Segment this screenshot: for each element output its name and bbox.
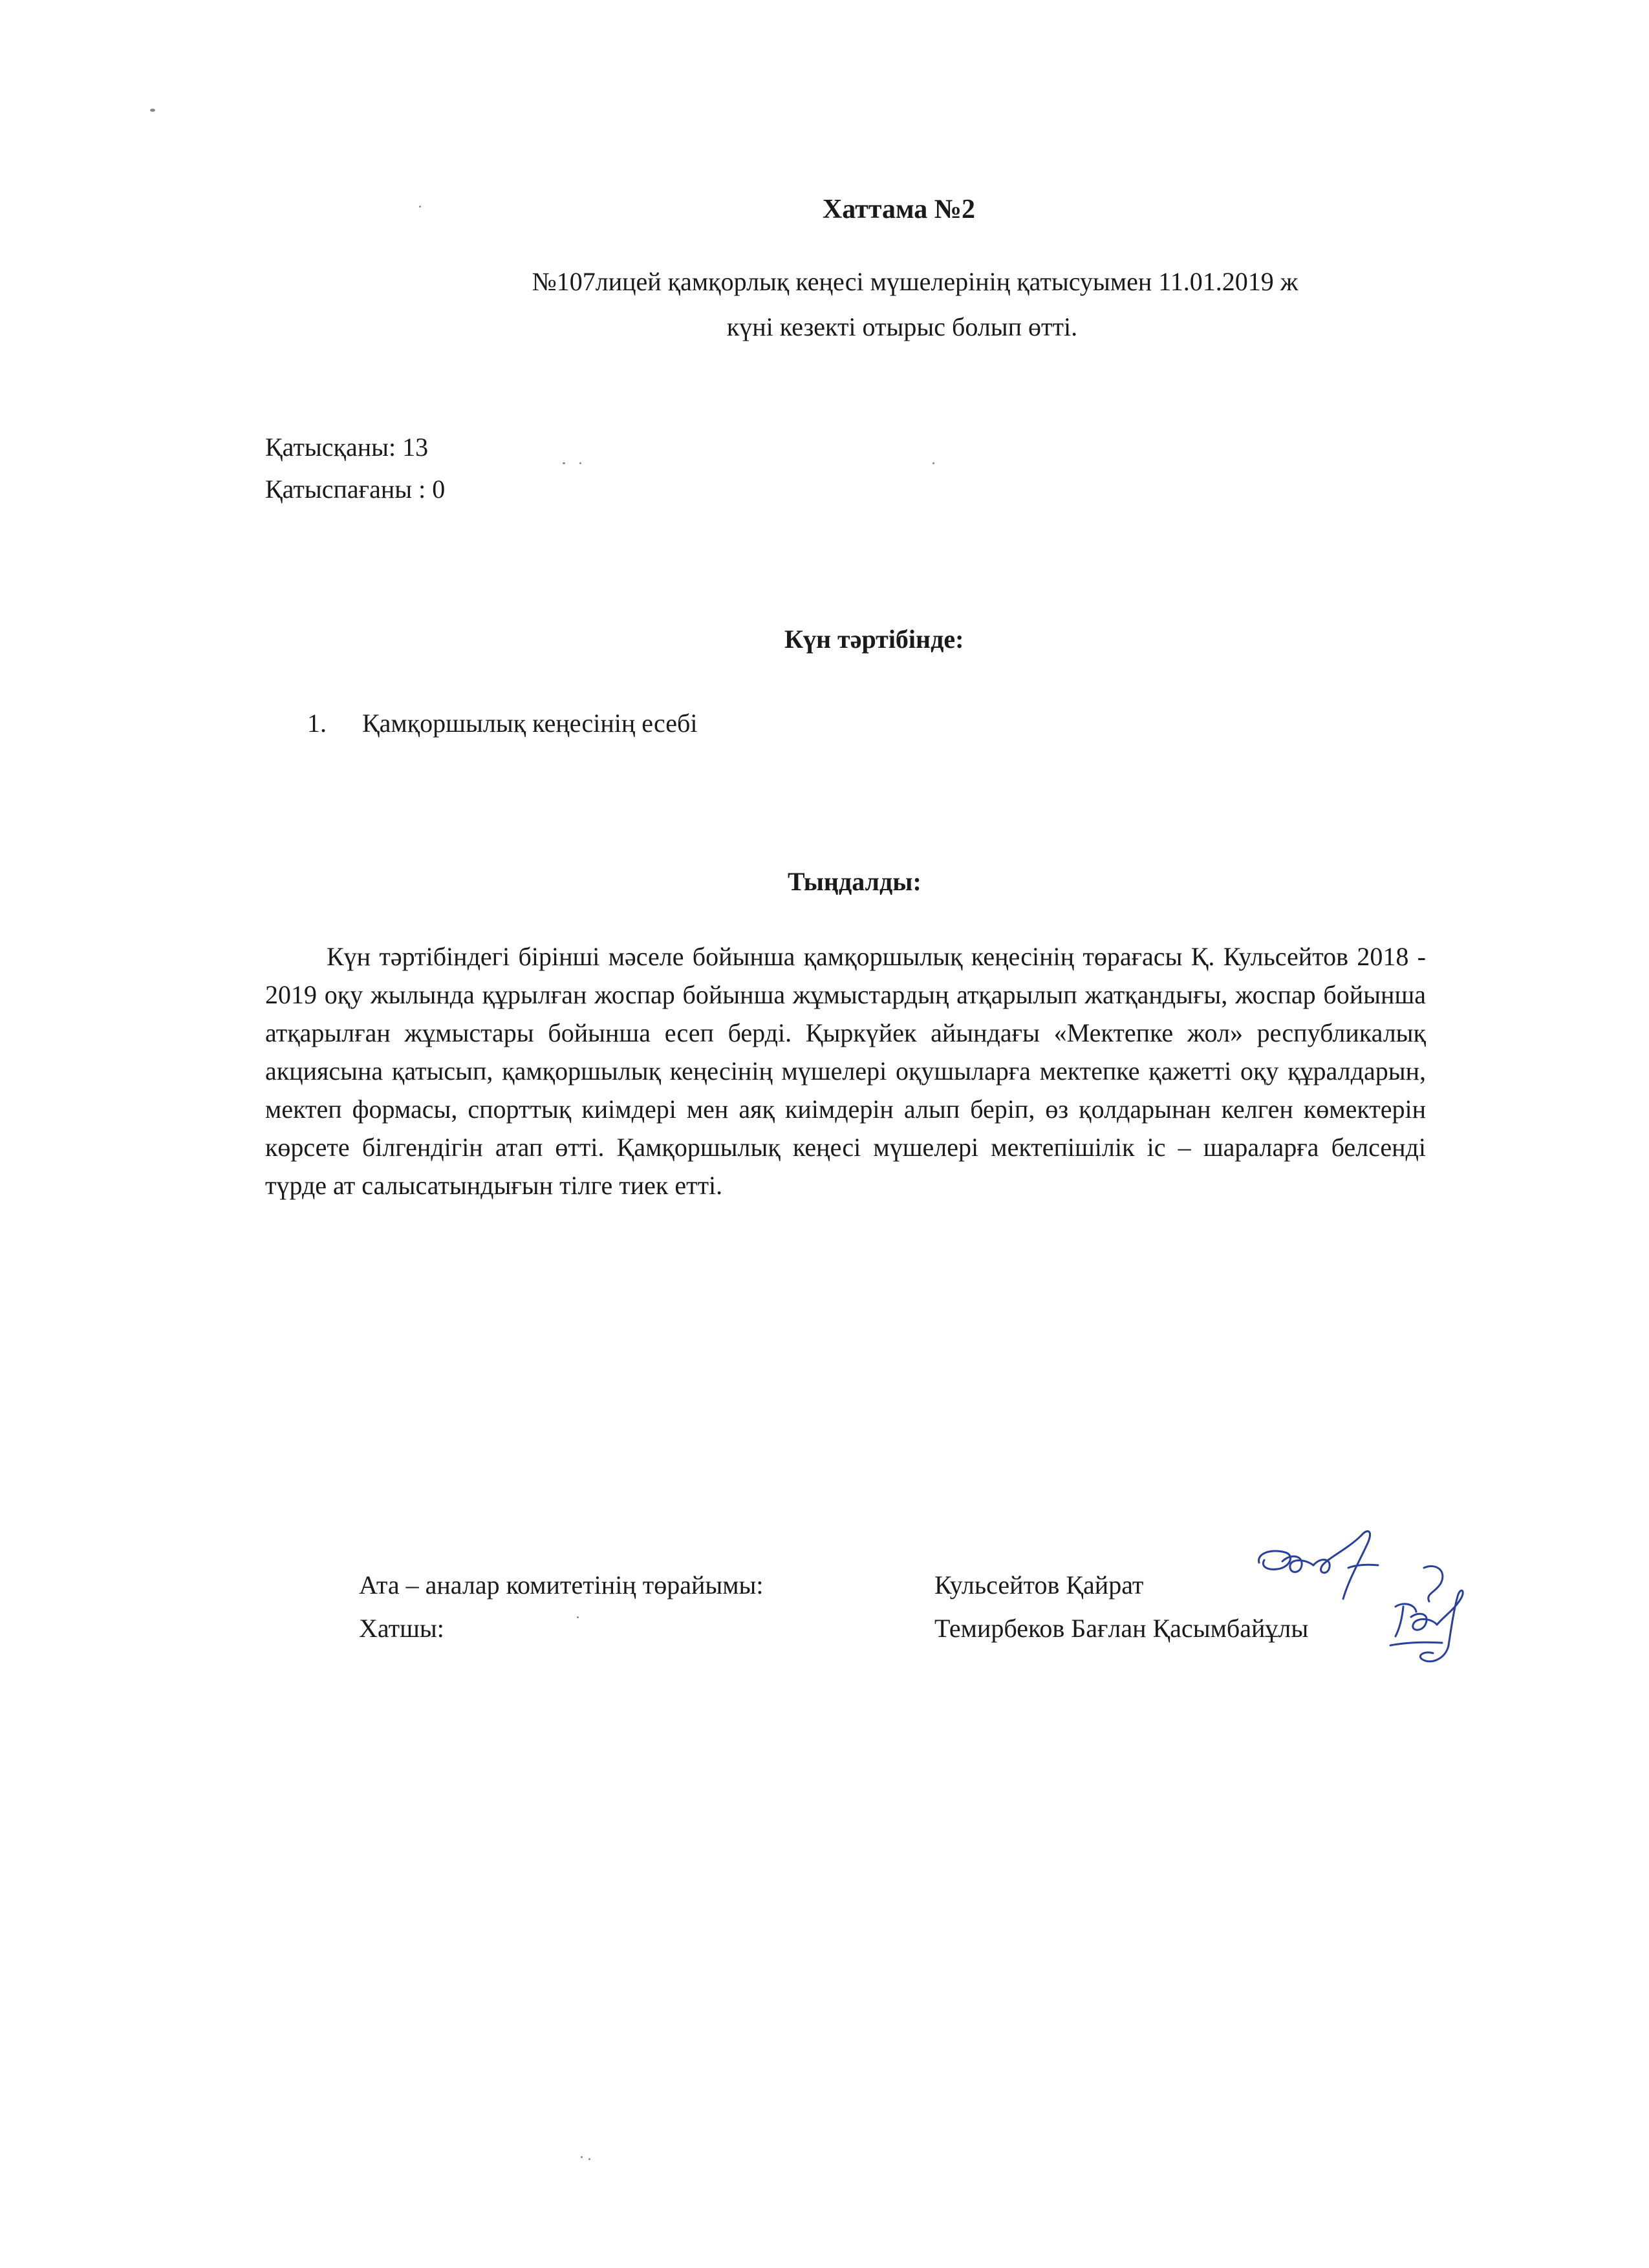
- chair-label: Ата – аналар комитетінің төрайымы:: [359, 1570, 764, 1599]
- scan-speck: [588, 2158, 590, 2160]
- agenda-item-text: Қамқоршылық кеңесінің есебі: [362, 709, 698, 738]
- heard-heading: Тыңдалды:: [788, 867, 921, 896]
- chair-signature: [1251, 1523, 1394, 1607]
- heard-body: [265, 937, 1426, 1204]
- secretary-name: Темирбеков Бағлан Қасымбайұлы: [934, 1614, 1309, 1643]
- scan-speck: [932, 462, 934, 464]
- chair-name: Кульсейтов Қайрат: [934, 1570, 1144, 1599]
- subtitle-line-1: №107лицей қамқорлық кеңесі мүшелерінің қатысуымен 11.01.2019 ж: [532, 267, 1299, 296]
- scan-speck: [150, 109, 155, 112]
- scan-speck: [419, 206, 421, 208]
- document-title: Хаттама №2: [822, 195, 976, 224]
- attendance-present: Қатысқаны: 13: [265, 433, 429, 462]
- secretary-signature: [1377, 1561, 1481, 1674]
- subtitle-line-2: күні кезекті отырыс болып өтті.: [726, 312, 1078, 341]
- agenda-item-number: 1.: [307, 709, 327, 738]
- scan-speck: [577, 1616, 579, 1618]
- attendance-absent: Қатыспағаны : 0: [265, 475, 446, 504]
- scan-speck: [579, 462, 581, 464]
- scan-speck: [563, 462, 565, 464]
- secretary-label: Хатшы:: [359, 1614, 444, 1643]
- agenda-heading: Күн тәртібінде:: [784, 625, 964, 654]
- heard-paragraph: Күн тәртібіндегі бірінші мәселе бойынша қамқоршылық кеңесінің төрағасы Қ. Кульсейтов 2018 - 2019 оқу жылында құрылған жоспар бойынша жұмыстардың атқарылып жатқандығы, жоспар бойынша атқарылған жұмыстары бойынша есеп берді. Қыркүйек айындағы «Мектепке жол» республикалық акциясына қатысып, қамқоршылық кеңесінің мүшелері оқушыларға мектепке қажетті оқу құралдарын, мектеп формасы, спорттық киімдері мен аяқ киімдерін алып беріп, өз қолдарынан келген көмектерін көрсете білгендігін атап өтті. Қамқоршылық кеңесі мүшелері мектепішілік іс – шараларға белсенді түрде ат салысатындығын тілге тиек етті.: [265, 942, 1426, 1200]
- agenda-item: [307, 708, 697, 738]
- scan-speck: [581, 2156, 583, 2158]
